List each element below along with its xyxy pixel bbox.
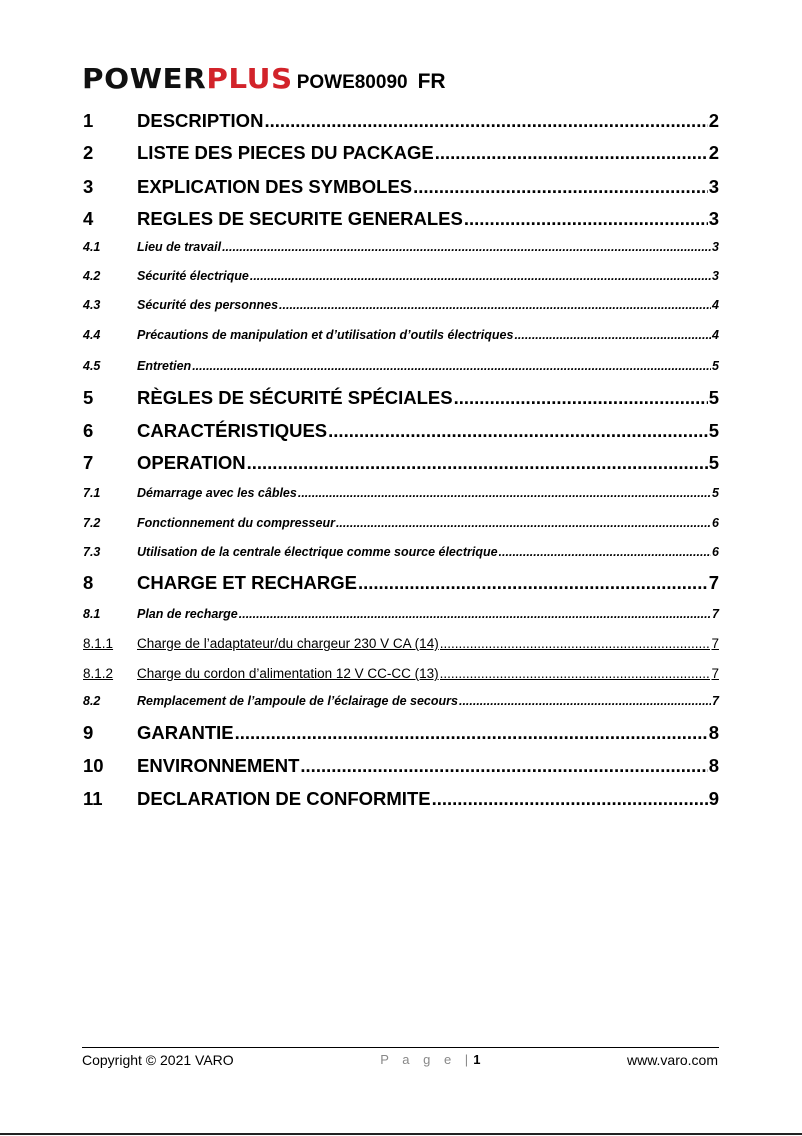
language-code: FR	[417, 70, 446, 93]
toc-number: 4.4	[83, 328, 101, 342]
toc-number: 7.3	[83, 545, 101, 559]
toc-title: CHARGE ET RECHARGE	[137, 572, 357, 593]
toc-page: 9	[708, 788, 719, 809]
toc-title: Charge du cordon d’alimentation 12 V CC-CC (13)	[137, 666, 439, 681]
toc-title: DESCRIPTION	[137, 110, 264, 131]
footer-divider	[82, 1047, 719, 1048]
toc-number: 6	[83, 420, 94, 441]
toc-number: 9	[83, 722, 94, 743]
toc-number: 8	[83, 572, 94, 593]
toc-entry[interactable]	[83, 269, 719, 283]
toc-page: 4	[712, 298, 719, 312]
toc-number: 8.1	[83, 607, 101, 621]
toc-title: RÈGLES DE SÉCURITÉ SPÉCIALES	[137, 387, 453, 408]
page-number: 1	[473, 1052, 481, 1067]
toc-title: Fonctionnement du compresseur	[137, 516, 335, 530]
page-indicator	[380, 1052, 480, 1068]
toc-leader	[499, 545, 712, 559]
toc-entry[interactable]	[83, 142, 719, 164]
toc-entry[interactable]	[83, 452, 719, 474]
toc-leader	[328, 420, 708, 442]
toc-leader	[514, 328, 711, 342]
toc-entry[interactable]	[83, 722, 719, 744]
logo-power: POWER	[82, 62, 207, 95]
toc-page: 3	[708, 208, 719, 229]
toc-number: 3	[83, 176, 94, 197]
toc-entry[interactable]	[83, 636, 719, 651]
toc-page: 5	[708, 452, 719, 473]
toc-page: 3	[712, 269, 719, 283]
toc-leader	[247, 452, 708, 474]
toc-leader	[358, 572, 708, 594]
toc-title: CARACTÉRISTIQUES	[137, 420, 328, 441]
toc-entry[interactable]	[83, 486, 719, 500]
page-edge	[0, 1133, 802, 1135]
toc-leader	[440, 666, 711, 681]
document-header	[82, 62, 446, 95]
toc-entry[interactable]	[83, 110, 719, 132]
toc-leader	[235, 722, 708, 744]
toc-number: 5	[83, 387, 94, 408]
toc-number: 4.5	[83, 359, 101, 373]
model-number: POWE80090	[296, 72, 408, 93]
toc-title: Sécurité électrique	[137, 269, 249, 283]
toc-entry[interactable]	[83, 240, 719, 254]
toc-leader	[192, 359, 711, 373]
toc-number: 4	[83, 208, 94, 229]
toc-title: OPERATION	[137, 452, 246, 473]
toc-leader	[454, 387, 708, 409]
toc-number: 11	[83, 788, 103, 809]
toc-number: 7.2	[83, 516, 101, 530]
toc-leader	[222, 240, 711, 254]
website: www.varo.com	[626, 1052, 718, 1068]
toc-entry[interactable]	[83, 208, 719, 230]
toc-entry[interactable]	[83, 359, 719, 373]
toc-entry[interactable]	[83, 328, 719, 342]
page-footer	[82, 1052, 718, 1068]
toc-page: 8	[708, 755, 719, 776]
toc-page: 3	[712, 240, 719, 254]
toc-number: 2	[83, 142, 94, 163]
toc-title: REGLES DE SECURITE GENERALES	[137, 208, 463, 229]
copyright: Copyright © 2021 VARO	[82, 1052, 234, 1068]
toc-page: 3	[708, 176, 719, 197]
toc-page: 7	[711, 636, 719, 651]
toc-page: 4	[712, 328, 719, 342]
page-label: P a g e |	[380, 1052, 474, 1067]
toc-number: 4.2	[83, 269, 101, 283]
toc-number: 4.1	[83, 240, 101, 254]
toc-leader	[459, 694, 711, 708]
toc-leader	[298, 486, 711, 500]
toc-entry[interactable]	[83, 694, 719, 708]
toc-leader	[336, 516, 711, 530]
toc-leader	[464, 208, 708, 230]
toc-page: 5	[712, 359, 719, 373]
toc-title: DECLARATION DE CONFORMITE	[137, 788, 431, 809]
toc-page: 7	[711, 666, 719, 681]
toc-title: GARANTIE	[137, 722, 234, 743]
powerplus-logo	[82, 62, 293, 95]
toc-leader	[413, 176, 708, 198]
toc-entry[interactable]	[83, 572, 719, 594]
toc-title: Démarrage avec les câbles	[137, 486, 297, 500]
toc-title: LISTE DES PIECES DU PACKAGE	[137, 142, 434, 163]
toc-number: 10	[83, 755, 104, 776]
toc-leader	[239, 607, 711, 621]
toc-number: 4.3	[83, 298, 101, 312]
toc-leader	[300, 755, 707, 777]
toc-page: 7	[712, 607, 719, 621]
toc-entry[interactable]	[83, 298, 719, 312]
toc-entry[interactable]	[83, 420, 719, 442]
toc-number: 8.1.2	[83, 666, 114, 681]
toc-number: 7	[83, 452, 94, 473]
toc-leader	[432, 788, 708, 810]
toc-number: 8.1.1	[83, 636, 114, 651]
toc-leader	[440, 636, 711, 651]
toc-number: 7.1	[83, 486, 101, 500]
toc-title: Utilisation de la centrale électrique comme source électrique	[137, 545, 498, 559]
toc-entry[interactable]	[83, 176, 719, 198]
toc-page: 2	[708, 110, 719, 131]
toc-leader	[264, 110, 707, 132]
toc-title: Remplacement de l’ampoule de l’éclairage de secours	[137, 694, 458, 708]
toc-title: Plan de recharge	[137, 607, 238, 621]
toc-title: EXPLICATION DES SYMBOLES	[137, 176, 413, 197]
toc-number: 1	[83, 110, 94, 131]
toc-title: Charge de l’adaptateur/du chargeur 230 V CA (14)	[137, 636, 439, 651]
toc-leader	[435, 142, 708, 164]
toc-page: 5	[708, 387, 719, 408]
toc-entry[interactable]	[83, 666, 719, 681]
toc-title: Sécurité des personnes	[137, 298, 279, 312]
toc-number: 8.2	[83, 694, 101, 708]
toc-title: ENVIRONNEMENT	[137, 755, 300, 776]
toc-entry[interactable]	[83, 788, 719, 810]
toc-title: Lieu de travail	[137, 240, 222, 254]
toc-entry[interactable]	[83, 607, 719, 621]
toc-page: 2	[708, 142, 719, 163]
logo-plus: PLUS	[206, 62, 293, 95]
toc-entry[interactable]	[83, 516, 719, 530]
toc-page: 7	[712, 694, 719, 708]
toc-entry[interactable]	[83, 545, 719, 559]
toc-page: 7	[708, 572, 719, 593]
toc-leader	[250, 269, 711, 283]
toc-page: 5	[708, 420, 719, 441]
toc-page: 5	[712, 486, 719, 500]
toc-title: Précautions de manipulation et d’utilisation d’outils électriques	[137, 328, 514, 342]
toc-page: 8	[708, 722, 719, 743]
toc-entry[interactable]	[83, 387, 719, 409]
toc-page: 6	[712, 516, 719, 530]
toc-leader	[279, 298, 711, 312]
toc-page: 6	[712, 545, 719, 559]
toc-entry[interactable]	[83, 755, 719, 777]
toc-title: Entretien	[137, 359, 192, 373]
